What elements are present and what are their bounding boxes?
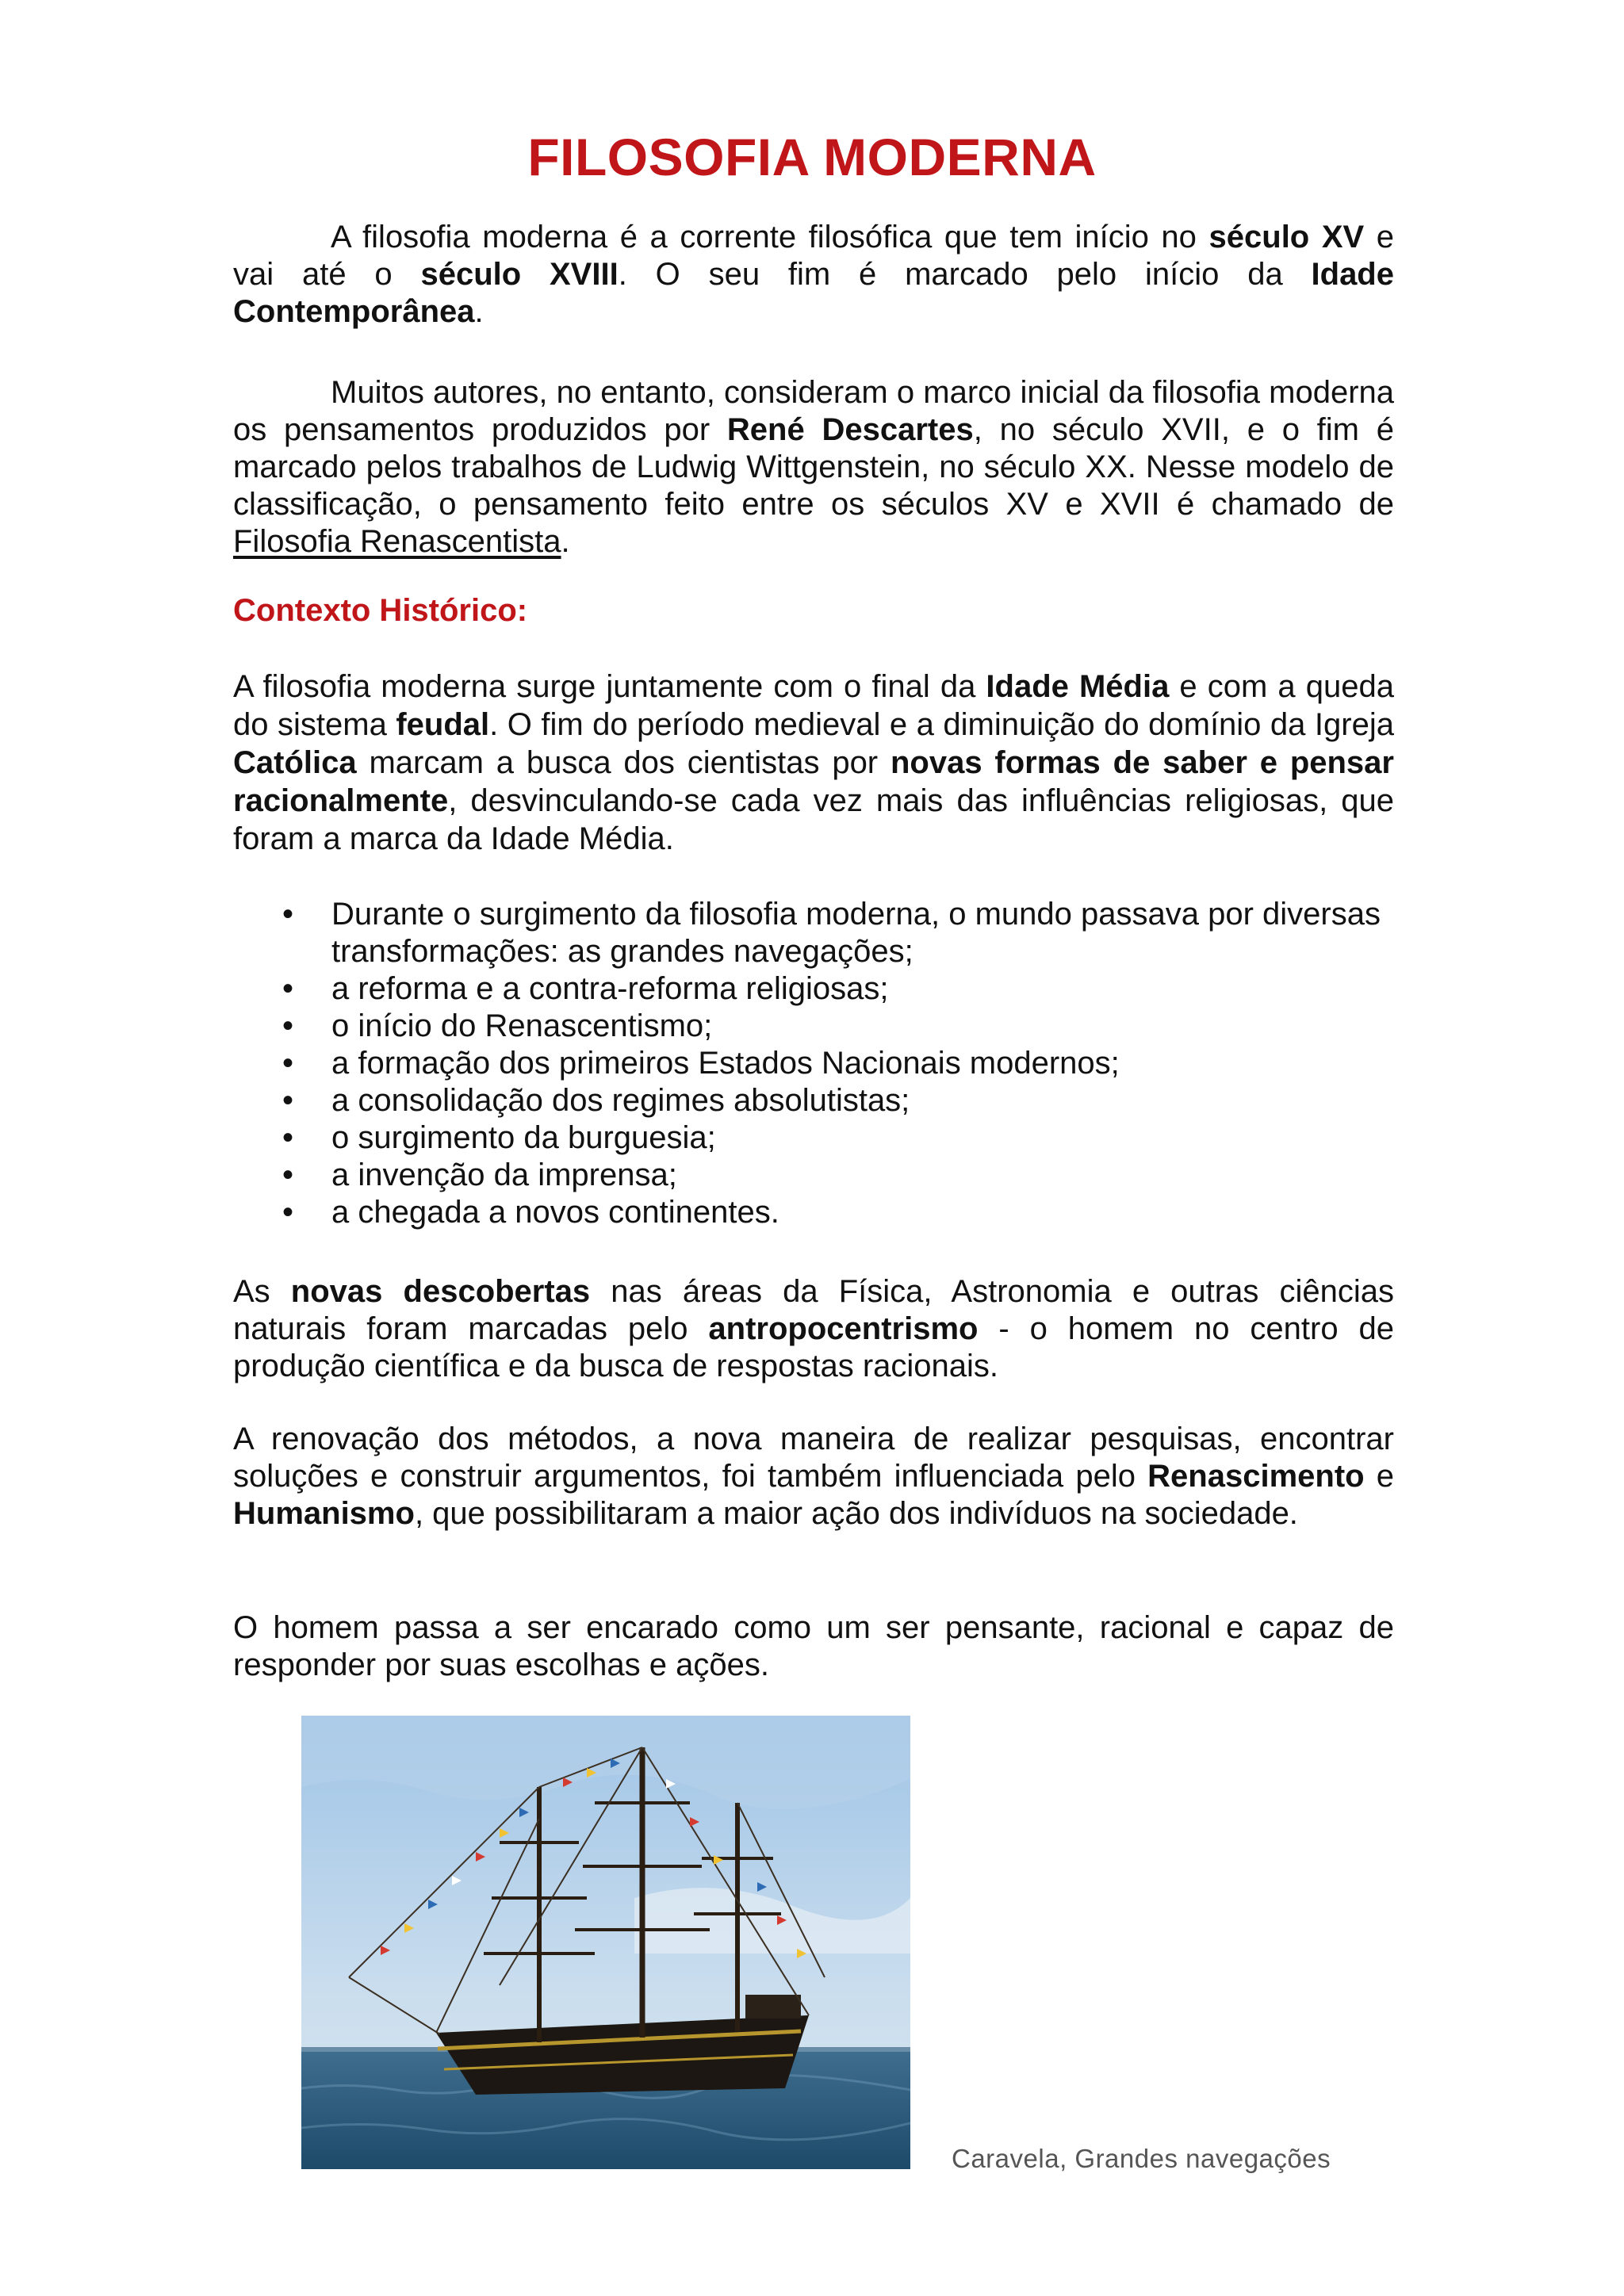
text-run: marcam a busca dos cientistas por xyxy=(356,745,891,780)
bold-term: René Descartes xyxy=(726,412,974,447)
renewal-paragraph xyxy=(233,1421,1394,1533)
list-item xyxy=(233,1082,1394,1119)
context-paragraph xyxy=(233,668,1394,858)
bullet-icon: • xyxy=(282,897,294,932)
text-run: e xyxy=(1364,1459,1395,1494)
text-run: A filosofia moderna surge juntamente com o final da xyxy=(233,669,986,704)
text-run: e com a queda do sistema xyxy=(233,669,1394,742)
underlined-term: Filosofia Renascentista xyxy=(233,524,561,559)
bold-term: Idade Média xyxy=(986,669,1170,704)
list-item-text: a chegada a novos continentes. xyxy=(331,1195,779,1230)
list-item xyxy=(233,896,1394,970)
bold-term: Renascimento xyxy=(1147,1459,1365,1494)
text-run: . O fim do período medieval e a diminuição do domínio da Igreja xyxy=(489,707,1394,742)
text-run: . O seu fim é marcado pelo início da xyxy=(618,257,1312,292)
list-item-text: a formação dos primeiros Estados Nacionais modernos; xyxy=(331,1046,1120,1081)
list-item xyxy=(233,1008,1394,1045)
bold-term: século XVIII xyxy=(420,257,619,292)
text-run: As xyxy=(233,1274,291,1309)
text-run: e vai até o xyxy=(233,220,1395,292)
bullet-icon: • xyxy=(282,1008,294,1043)
bold-term: novas formas de saber e pensar racionalmente xyxy=(233,745,1394,818)
bold-term: novas descobertas xyxy=(290,1274,591,1309)
bullet-icon: • xyxy=(282,1046,294,1081)
list-item xyxy=(233,970,1394,1008)
list-item-text: o início do Renascentismo; xyxy=(331,1008,713,1043)
text-run: . xyxy=(561,524,570,559)
bold-term: Católica xyxy=(233,745,357,780)
text-run: Muitos autores, no entanto, consideram o marco inicial da filosofia moderna os pensamentos produzidos por xyxy=(233,375,1394,447)
bold-term: Idade Contemporânea xyxy=(233,257,1394,329)
bold-term: Humanismo xyxy=(233,1496,415,1531)
text-run: nas áreas da Física, Astronomia e outras ciências naturais foram marcadas pelo xyxy=(233,1274,1394,1346)
text-run: , desvinculando-se cada vez mais das influências religiosas, que foram a marca da Idade Média. xyxy=(233,783,1394,856)
text-run: , no século XVII, e o fim é marcado pelos trabalhos de Ludwig Wittgenstein, no século XX. Nesse modelo de classificação, o pensamento feito entre os séculos XV e XVII é chamado de xyxy=(233,412,1395,522)
bullet-icon: • xyxy=(282,1158,294,1192)
text-run: A filosofia moderna é a corrente filosófica que tem início no xyxy=(331,220,1209,254)
text-run: . xyxy=(474,294,484,329)
section-heading: Contexto Histórico: xyxy=(233,593,528,628)
discoveries-paragraph xyxy=(233,1273,1394,1385)
bold-term: antropocentrismo xyxy=(708,1311,979,1346)
list-item-text: a reforma e a contra-reforma religiosas; xyxy=(331,971,889,1006)
intro-paragraph-2 xyxy=(233,374,1394,561)
list-item xyxy=(233,1119,1394,1157)
bullet-icon: • xyxy=(282,971,294,1006)
list-item xyxy=(233,1194,1394,1231)
bullet-icon: • xyxy=(282,1195,294,1230)
text-run: , que possibilitaram a maior ação dos indivíduos na sociedade. xyxy=(414,1496,1298,1531)
bold-term: feudal xyxy=(396,707,490,742)
list-item-text: Durante o surgimento da filosofia moderna, o mundo passava por diversas transformações: as grandes navegações; xyxy=(331,897,1381,969)
caravel-ship-image xyxy=(301,1716,910,2169)
list-item-text: a consolidação dos regimes absolutistas; xyxy=(331,1083,910,1118)
man-paragraph: O homem passa a ser encarado como um ser pensante, racional e capaz de responder por suas escolhas e ações. xyxy=(233,1610,1394,1682)
list-item-text: o surgimento da burguesia; xyxy=(331,1120,716,1155)
text-run: - o homem no centro de produção científica e da busca de respostas racionais. xyxy=(233,1311,1394,1383)
bullet-icon: • xyxy=(282,1120,294,1155)
image-caption: Caravela, Grandes navegações xyxy=(952,2144,1331,2173)
text-run: A renovação dos métodos, a nova maneira de realizar pesquisas, encontrar soluções e construir argumentos, foi também influenciada pelo xyxy=(233,1422,1394,1494)
list-item xyxy=(233,1045,1394,1082)
intro-paragraph-1 xyxy=(233,219,1394,331)
bullet-icon: • xyxy=(282,1083,294,1118)
page-title: FILOSOFIA MODERNA xyxy=(527,128,1097,186)
list-item-text: a invenção da imprensa; xyxy=(331,1158,677,1192)
list-item xyxy=(233,1157,1394,1194)
bold-term: século XV xyxy=(1208,220,1365,254)
transformations-list xyxy=(233,896,1394,1231)
